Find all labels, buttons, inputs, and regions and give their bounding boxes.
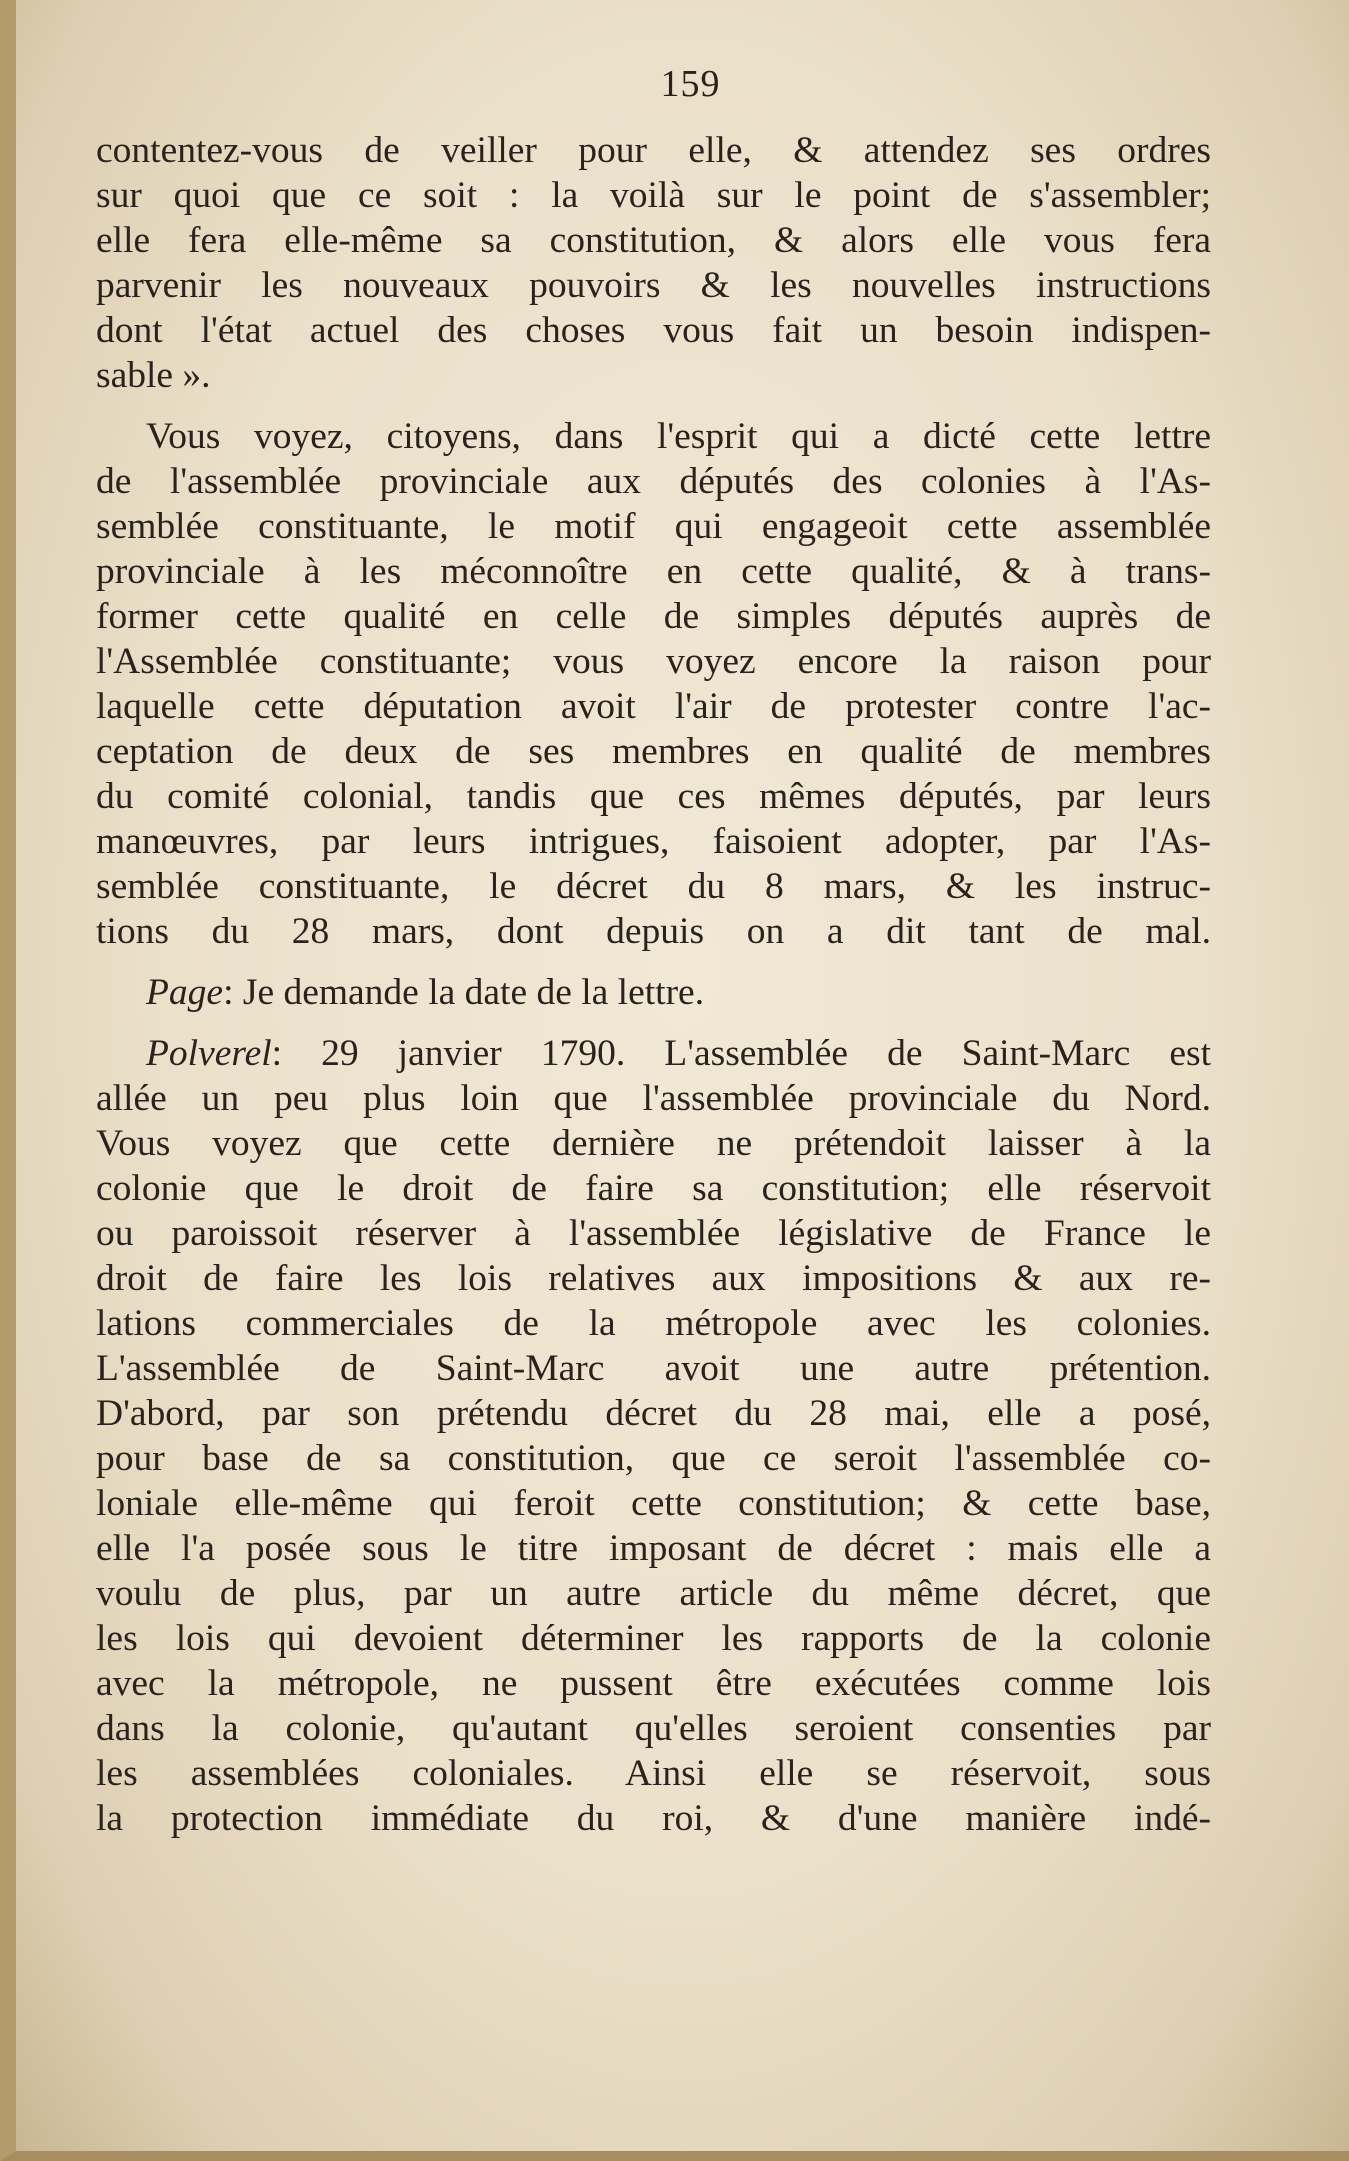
text-line: ceptation de deux de ses membres en qualité de membres <box>96 731 1211 772</box>
text-line: les lois qui devoient déterminer les rapports de la colonie <box>96 1618 1211 1659</box>
speaker-name: Page <box>146 972 224 1013</box>
text-line: allée un peu plus loin que l'assemblée provinciale du Nord. <box>96 1078 1211 1119</box>
text-line: pour base de sa constitution, que ce seroit l'assemblée co- <box>96 1438 1211 1479</box>
text-line: les assemblées coloniales. Ainsi elle se réservoit, sous <box>96 1753 1211 1794</box>
text-line: sur quoi que ce soit : la voilà sur le point de s'assembler; <box>96 175 1211 216</box>
text-line: Vous voyez, citoyens, dans l'esprit qui a dicté cette lettre <box>146 416 1211 457</box>
speech-text: : 29 janvier 1790. L'assemblée de Saint-Marc est <box>271 1033 1211 1074</box>
text-line: ou paroissoit réserver à l'assemblée législative de France le <box>96 1213 1211 1254</box>
text-line: voulu de plus, par un autre article du même décret, que <box>96 1573 1211 1614</box>
text-line: dans la colonie, qu'autant qu'elles seroient consenties par <box>96 1708 1211 1749</box>
speaker-name: Polverel <box>146 1033 272 1074</box>
text-line: elle l'a posée sous le titre imposant de décret : mais elle a <box>96 1528 1211 1569</box>
text-line: laquelle cette députation avoit l'air de protester contre l'ac- <box>96 686 1211 727</box>
text-line: l'Assemblée constituante; vous voyez encore la raison pour <box>96 641 1211 682</box>
text-line: sable ». <box>96 355 211 396</box>
text-line: semblée constituante, le décret du 8 mars, & les instruc- <box>96 866 1211 907</box>
text-line: dont l'état actuel des choses vous fait un besoin indispen- <box>96 310 1211 351</box>
text-line: contentez-vous de veiller pour elle, & attendez ses ordres <box>96 130 1211 171</box>
text-line: droit de faire les lois relatives aux impositions & aux re- <box>96 1258 1211 1299</box>
text-line: loniale elle-même qui feroit cette constitution; & cette base, <box>96 1483 1211 1524</box>
text-line: colonie que le droit de faire sa constitution; elle réservoit <box>96 1168 1211 1209</box>
body-text <box>96 128 1211 1857</box>
paragraph-vous-voyez <box>96 414 1211 954</box>
text-line: D'abord, par son prétendu décret du 28 mai, elle a posé, <box>96 1393 1211 1434</box>
text-line: former cette qualité en celle de simples députés auprès de <box>96 596 1211 637</box>
text-line: semblée constituante, le motif qui engageoit cette assemblée <box>96 506 1211 547</box>
text-line: avec la métropole, ne pussent être exécutées comme lois <box>96 1663 1211 1704</box>
text-line: du comité colonial, tandis que ces mêmes députés, par leurs <box>96 776 1211 817</box>
text-line: parvenir les nouveaux pouvoirs & les nouvelles instructions <box>96 265 1211 306</box>
text-line: de l'assemblée provinciale aux députés des colonies à l'As- <box>96 461 1211 502</box>
page-number: 159 <box>660 63 721 105</box>
text-line <box>96 970 1211 1015</box>
text-line: provinciale à les méconnoître en cette qualité, & à trans- <box>96 551 1211 592</box>
text-line: manœuvres, par leurs intrigues, faisoient adopter, par l'As- <box>96 821 1211 862</box>
paragraph-polverel-answer <box>96 1031 1211 1841</box>
paragraph-page-question <box>96 970 1211 1015</box>
speech-text: : Je demande la date de la lettre. <box>223 972 705 1013</box>
text-line: L'assemblée de Saint-Marc avoit une autre prétention. <box>96 1348 1211 1389</box>
text-line: la protection immédiate du roi, & d'une manière indé- <box>96 1798 1211 1839</box>
paragraph-quote-end <box>96 128 1211 398</box>
text-line: elle fera elle-même sa constitution, & alors elle vous fera <box>96 220 1211 261</box>
text-line: lations commerciales de la métropole avec les colonies. <box>96 1303 1211 1344</box>
text-line: Vous voyez que cette dernière ne prétendoit laisser à la <box>96 1123 1211 1164</box>
text-line: tions du 28 mars, dont depuis on a dit tant de mal. <box>96 911 1211 952</box>
text-line <box>96 1031 1211 1076</box>
